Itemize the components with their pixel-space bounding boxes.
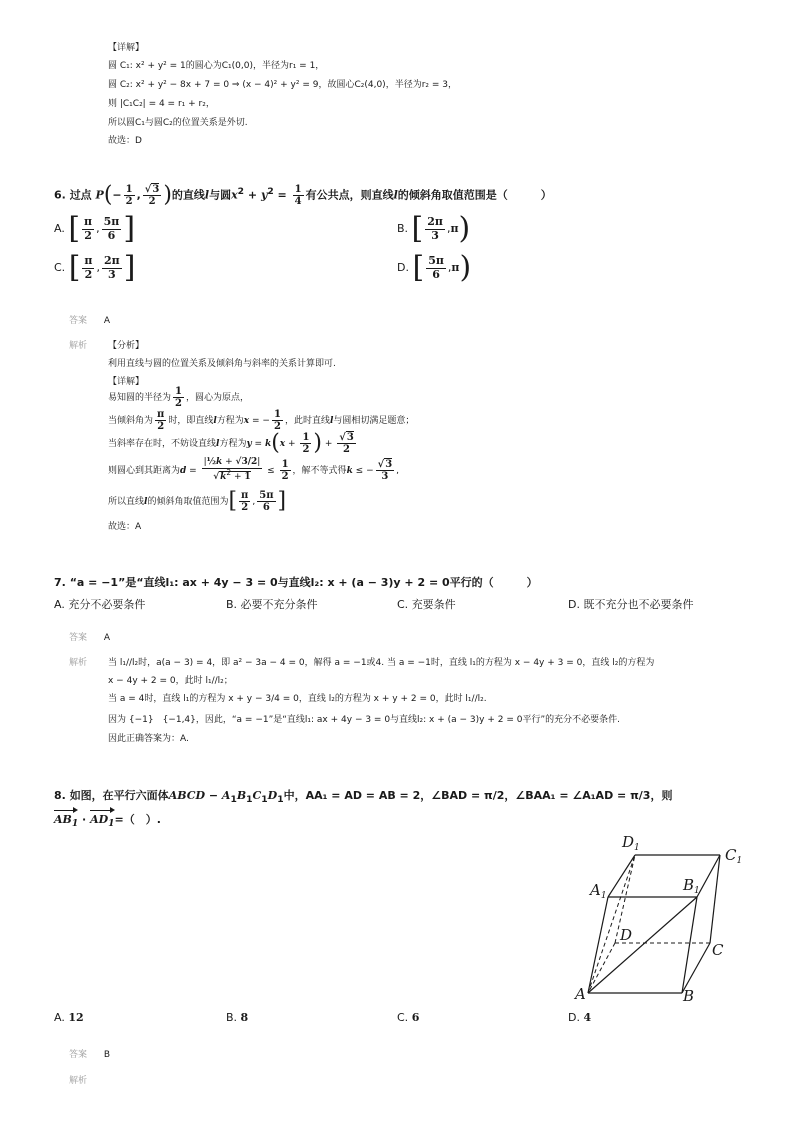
prev-line-5: 故选：D: [108, 136, 142, 146]
prev-line-4: 所以圆C₁与圆C₂的位置关系是外切.: [108, 118, 248, 128]
q8-stem-line-2: $AB_1 \cdot AD_1=$（ ）.: [54, 813, 161, 830]
q7-answer-row: [69, 630, 110, 643]
q7-option-b[interactable]: B. 必要不充分条件: [226, 598, 318, 611]
q7-analysis-line-4: 因为 {−1} {−1,4}，因此，“a = −1”是“直线l₁: ax + 4y − 3 = 0与直线l₂: x + (a − 3)y + 2 = 0平行”的充分不必要条件.: [108, 715, 620, 725]
q7-answer-label: 答案: [69, 633, 88, 643]
label-b1: $B_1$: [683, 876, 700, 896]
label-c: C: [712, 941, 724, 959]
q6-detail-line-2: 当倾斜角为 $\frac{\pi}{2}$ 时，即直线l方程为x = − $\frac{1}{2}$ ，此时直线l与圆相切满足题意；: [108, 409, 415, 432]
label-d1: $D_1$: [622, 833, 640, 853]
q6-number: 6.: [54, 188, 66, 202]
q7-stem: 7. “a = −1”是“直线l₁: ax + 4y − 3 = 0与直线l₂: x + (a − 3)y + 2 = 0平行的（ ）: [54, 576, 538, 589]
q7-option-a[interactable]: A. 充分不必要条件: [54, 598, 146, 611]
q6-detail-line-6: 故选：A: [108, 522, 142, 532]
q6-analysis-label: 解析: [69, 341, 88, 351]
q7-number: 7.: [54, 576, 66, 589]
prev-line-1: 圆 C₁: x² + y² = 1的圆心为C₁(0,0)，半径为r₁ = 1，: [108, 61, 325, 71]
q6-analysis-tag: 【分析】: [108, 341, 145, 351]
q6-detail-line-5: 所以直线l的倾斜角取值范围为[ $\frac{\pi}{2}$ , $\frac{5\pi}{6}$ ]: [108, 488, 287, 514]
label-a: A: [575, 985, 586, 1003]
q8-option-d[interactable]: D. 4: [568, 1011, 592, 1024]
q8-answer-row: [69, 1047, 110, 1060]
q6-option-b[interactable]: B. [ $\frac{2\pi}{3}$ ,π): [397, 211, 471, 246]
q8-option-a[interactable]: A. 12: [54, 1011, 84, 1024]
parallelepiped-figure: [570, 825, 770, 1005]
q8-answer-label: 答案: [69, 1050, 88, 1060]
q6-detail-line-4: 则圆心到其距离为d = $\frac{\text{|½k + √3/2|}}{√k^2 + 1}$ ≤ $\frac{1}{2}$ ，解不等式得k ≤ − $\frac{√3}{3}$ ,: [108, 457, 400, 482]
q7-option-c[interactable]: C. 充要条件: [397, 598, 456, 611]
q8-option-c[interactable]: C. 6: [397, 1011, 420, 1024]
q6-detail-tag: 【详解】: [108, 377, 145, 387]
q6-option-d[interactable]: D. [ $\frac{5\pi}{6}$ ,π): [397, 250, 472, 285]
q7-analysis-line-5: 因此正确答案为：A.: [108, 734, 189, 744]
q6-analysis-text: 利用直线与圆的位置关系及倾斜角与斜率的关系计算即可.: [108, 359, 336, 369]
q6-option-c[interactable]: C. [ $\frac{\pi}{2}$ , $\frac{2\pi}{3}$ ]: [54, 250, 136, 285]
q7-analysis-line-3: 当 a = 4时，直线 l₁的方程为 x + y − 3/4 = 0，直线 l₂的方程为 x + y + 2 = 0，此时 l₁//l₂.: [108, 694, 487, 704]
q7-answer: A: [103, 633, 111, 643]
q6-answer: A: [103, 316, 111, 326]
label-d: D: [620, 926, 633, 944]
q7-analysis-line-2: x − 4y + 2 = 0，此时 l₁//l₂；: [108, 676, 233, 686]
q6-detail-line-1: 易知圆的半径为 $\frac{1}{2}$ ，圆心为原点，: [108, 386, 249, 409]
prev-line-2: 圆 C₂: x² + y² − 8x + 7 = 0 ⇒ (x − 4)² + y² = 9，故圆心C₂(4,0)，半径为r₂ = 3，: [108, 80, 457, 90]
q6-option-a[interactable]: A. [ $\frac{\pi}{2}$ , $\frac{5\pi}{6}$ ]: [54, 211, 136, 246]
q8-analysis-label: 解析: [69, 1076, 88, 1086]
q8-option-b[interactable]: B. 8: [226, 1011, 249, 1024]
q7-analysis-label: 解析: [69, 658, 88, 668]
prev-detail-tag: 【详解】: [108, 43, 145, 53]
q8-number: 8.: [54, 789, 66, 802]
q7-analysis-line-1: 当 l₁//l₂时，a(a − 3) = 4，即 a² − 3a − 4 = 0，解得 a = −1或4. 当 a = −1时，直线 l₁的方程为 x − 4y + 3 = 0，直线 l₂的方程为: [108, 658, 655, 668]
q6-answer-row: [69, 313, 110, 326]
q8-answer: B: [103, 1050, 111, 1060]
label-b: B: [683, 987, 695, 1005]
q7-option-d[interactable]: D. 既不充分也不必要条件: [568, 598, 694, 611]
q6-detail-line-3: 当斜率存在时，不妨设直线l方程为y = k(x + $\frac{1}{2}$ ) + $\frac{√3}{2}$: [108, 430, 354, 456]
label-a1: $A_1$: [590, 881, 607, 901]
q6-answer-label: 答案: [69, 316, 88, 326]
label-c1: $C_1$: [725, 846, 743, 866]
q8-analysis-row: [69, 1073, 87, 1086]
q8-stem: 8. 如图，在平行六面体ABCD − $A_1B_1C_1D_1$中，AA₁ = AD = AB = 2，∠BAD = π/2，∠BAA₁ = ∠A₁AD = π/3，则: [54, 789, 673, 806]
q6-stem: 6. 过点 P(− $\frac{1}{2}$ , $\frac{√3}{2}$ )的直线l与圆$x^2 + y^2$ = $\frac{1}{4}$ 有公共点，则直线l的倾斜角取值范围是（ ）: [54, 182, 552, 208]
prev-line-3: 则 |C₁C₂| = 4 = r₁ + r₂，: [108, 99, 215, 109]
